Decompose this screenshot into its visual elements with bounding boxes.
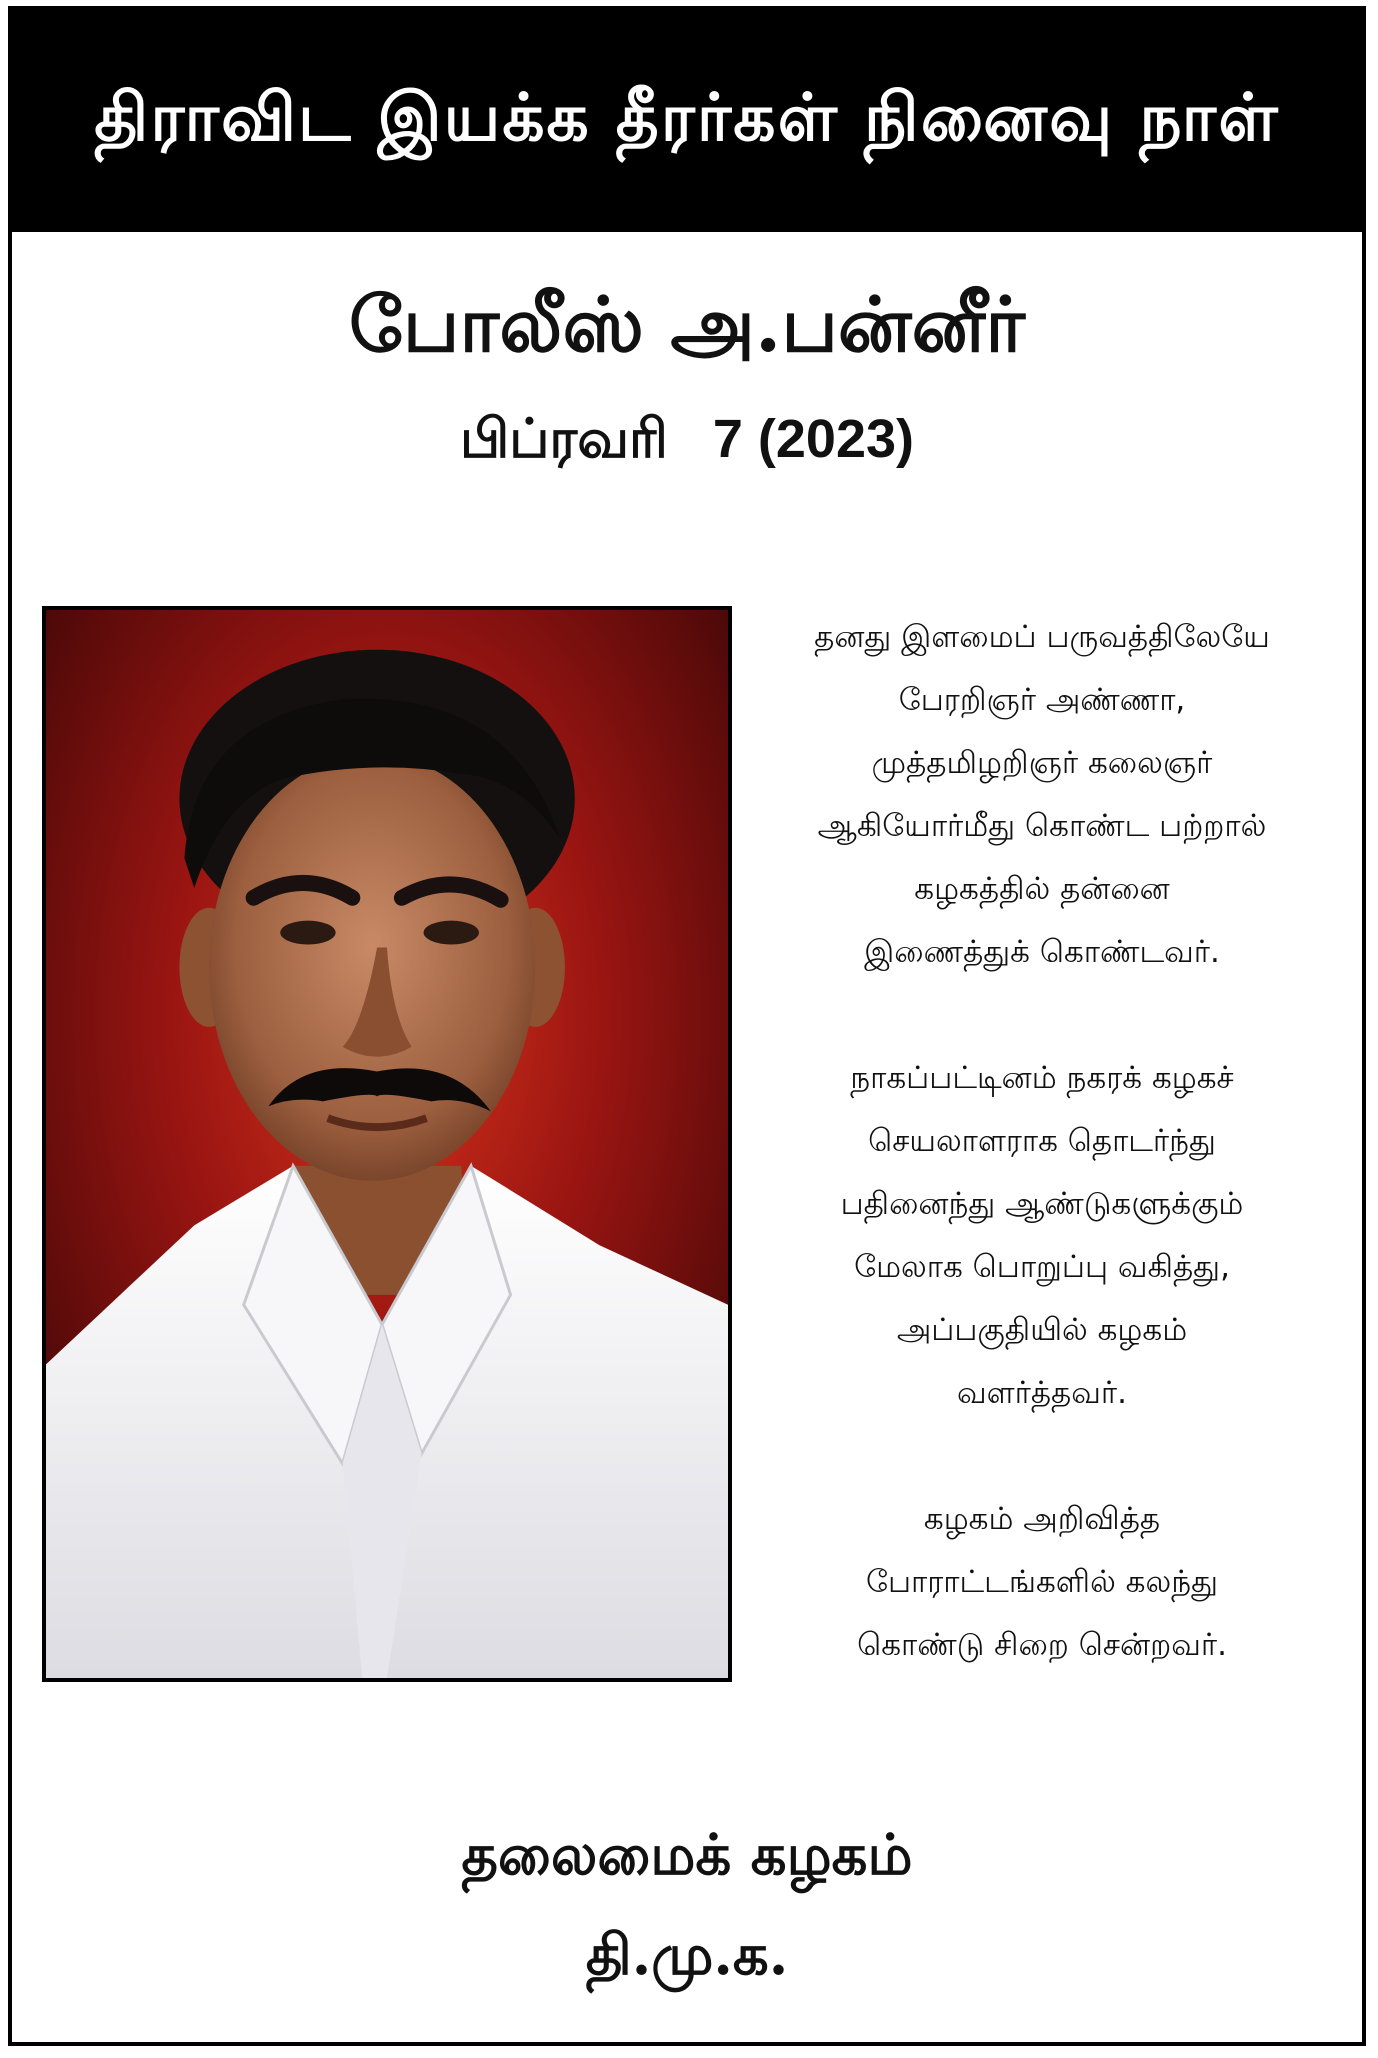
bio-line: வளர்த்தவர். xyxy=(957,1375,1127,1411)
portrait-photo xyxy=(42,606,732,1682)
portrait-image xyxy=(46,610,728,1678)
biography xyxy=(742,606,1342,1740)
person-name: போலீஸ் அ.பன்னீர் xyxy=(348,280,1026,369)
bio-line: செயலாளராக தொடர்ந்து xyxy=(868,1123,1216,1159)
bio-line: முத்தமிழறிஞர் கலைஞர் xyxy=(871,745,1213,781)
footer-organization: தலைமைக் கழகம் xyxy=(461,1822,913,1888)
memorial-card xyxy=(8,6,1366,2046)
bio-line: கழகத்தில் தன்னை xyxy=(914,871,1170,907)
memorial-date: பிப்ரவரி 7 (2023) xyxy=(459,409,915,469)
bio-paragraph xyxy=(742,1488,1342,1677)
bio-line: பேரறிஞர் அண்ணா, xyxy=(898,682,1186,718)
bio-line: தனது இளமைப் பருவத்திலேயே xyxy=(814,619,1270,655)
bio-line: கழகம் அறிவித்த xyxy=(923,1501,1161,1537)
header-banner xyxy=(12,10,1362,232)
bio-line: மேலாக பொறுப்பு வகித்து, xyxy=(854,1249,1230,1285)
footer-party: தி.மு.க. xyxy=(585,1922,789,1988)
bio-line: இணைத்துக் கொண்டவர். xyxy=(864,934,1220,970)
bio-line: பதினைந்து ஆண்டுகளுக்கும் xyxy=(840,1186,1244,1222)
bio-line: அப்பகுதியில் கழகம் xyxy=(896,1312,1188,1348)
header-title: திராவிட இயக்க தீரர்கள் நினைவு நாள் xyxy=(94,77,1280,156)
bio-paragraph xyxy=(742,1047,1342,1425)
bio-line: ஆகியோர்மீது கொண்ட பற்றால் xyxy=(817,808,1267,844)
bio-line: போராட்டங்களில் கலந்து xyxy=(865,1564,1218,1600)
bio-line: கொண்டு சிறை சென்றவர். xyxy=(857,1627,1227,1663)
bio-paragraph xyxy=(742,606,1342,984)
bio-line: நாகப்பட்டினம் நகரக் கழகச் xyxy=(850,1060,1234,1096)
